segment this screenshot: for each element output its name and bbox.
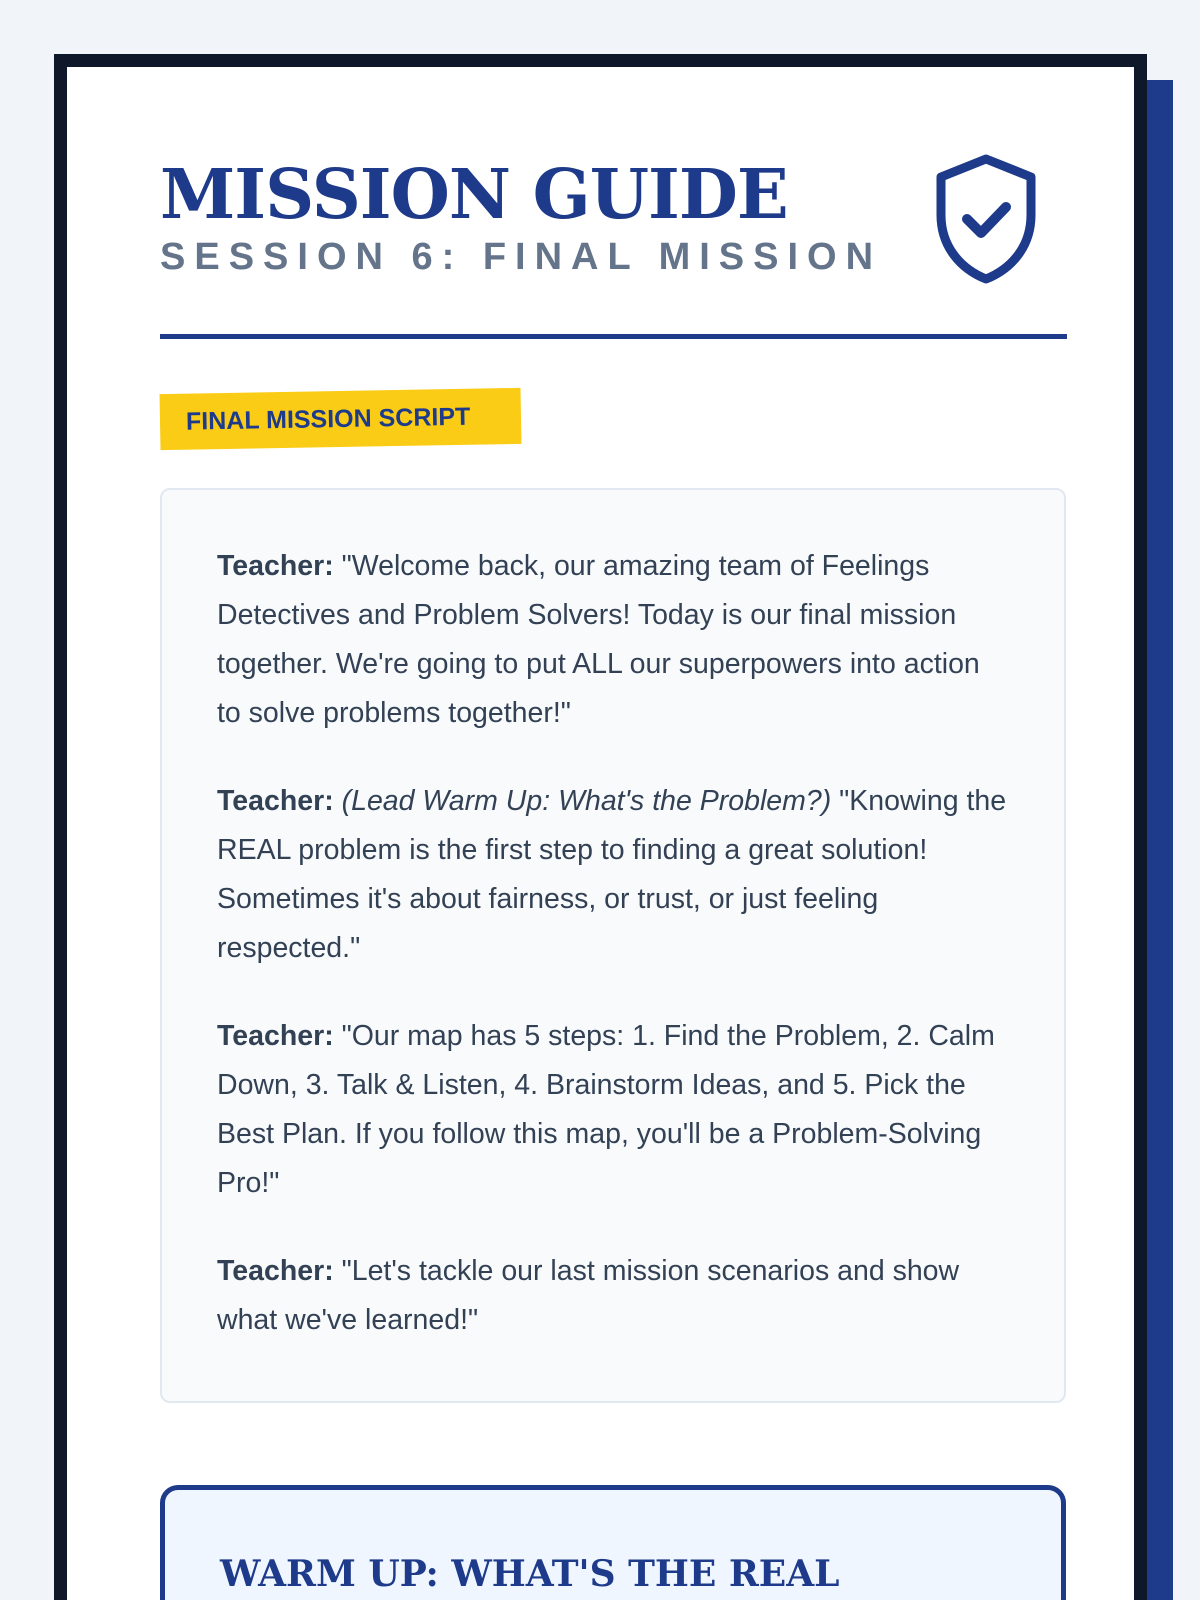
speaker-label: Teacher: [217, 1255, 334, 1287]
section-tag: FINAL MISSION SCRIPT [160, 388, 522, 450]
speaker-label: Teacher: [217, 785, 334, 817]
shield-check-icon [931, 153, 1041, 285]
script-paragraph [217, 777, 1009, 973]
script-paragraph [217, 1012, 1009, 1208]
script-box [160, 488, 1066, 1403]
page-title: MISSION GUIDE [160, 155, 788, 235]
script-paragraph [217, 1247, 1009, 1345]
speaker-label: Teacher: [217, 1020, 334, 1052]
script-text: "Welcome back, our amazing team of Feelings Detectives and Problem Solvers! Today is our final mission together. We're going to put ALL our superpowers into action to solve problems together!" [217, 550, 980, 729]
header-divider [160, 334, 1067, 339]
script-text: "Knowing the REAL problem is the first step to finding a great solution! Sometimes it's about fairness, or trust, or just feeling respected." [217, 785, 1007, 964]
warmup-box [160, 1485, 1066, 1600]
speaker-label: Teacher: [217, 550, 334, 582]
mission-guide-card [54, 54, 1147, 1600]
script-paragraph [217, 542, 1009, 738]
page-subtitle: SESSION 6: FINAL MISSION [160, 236, 883, 278]
stage-direction: (Lead Warm Up: What's the Problem?) [341, 785, 832, 817]
warmup-title: WARM UP: WHAT'S THE REAL [220, 1553, 840, 1595]
script-text: "Let's tackle our last mission scenarios and show what we've learned!" [217, 1255, 960, 1336]
script-text: "Our map has 5 steps: 1. Find the Problem, 2. Calm Down, 3. Talk & Listen, 4. Brainstorm Ideas, and 5. Pick the Best Plan. If you follow this map, you'll be a Problem-Solving Pro!" [217, 1020, 995, 1199]
